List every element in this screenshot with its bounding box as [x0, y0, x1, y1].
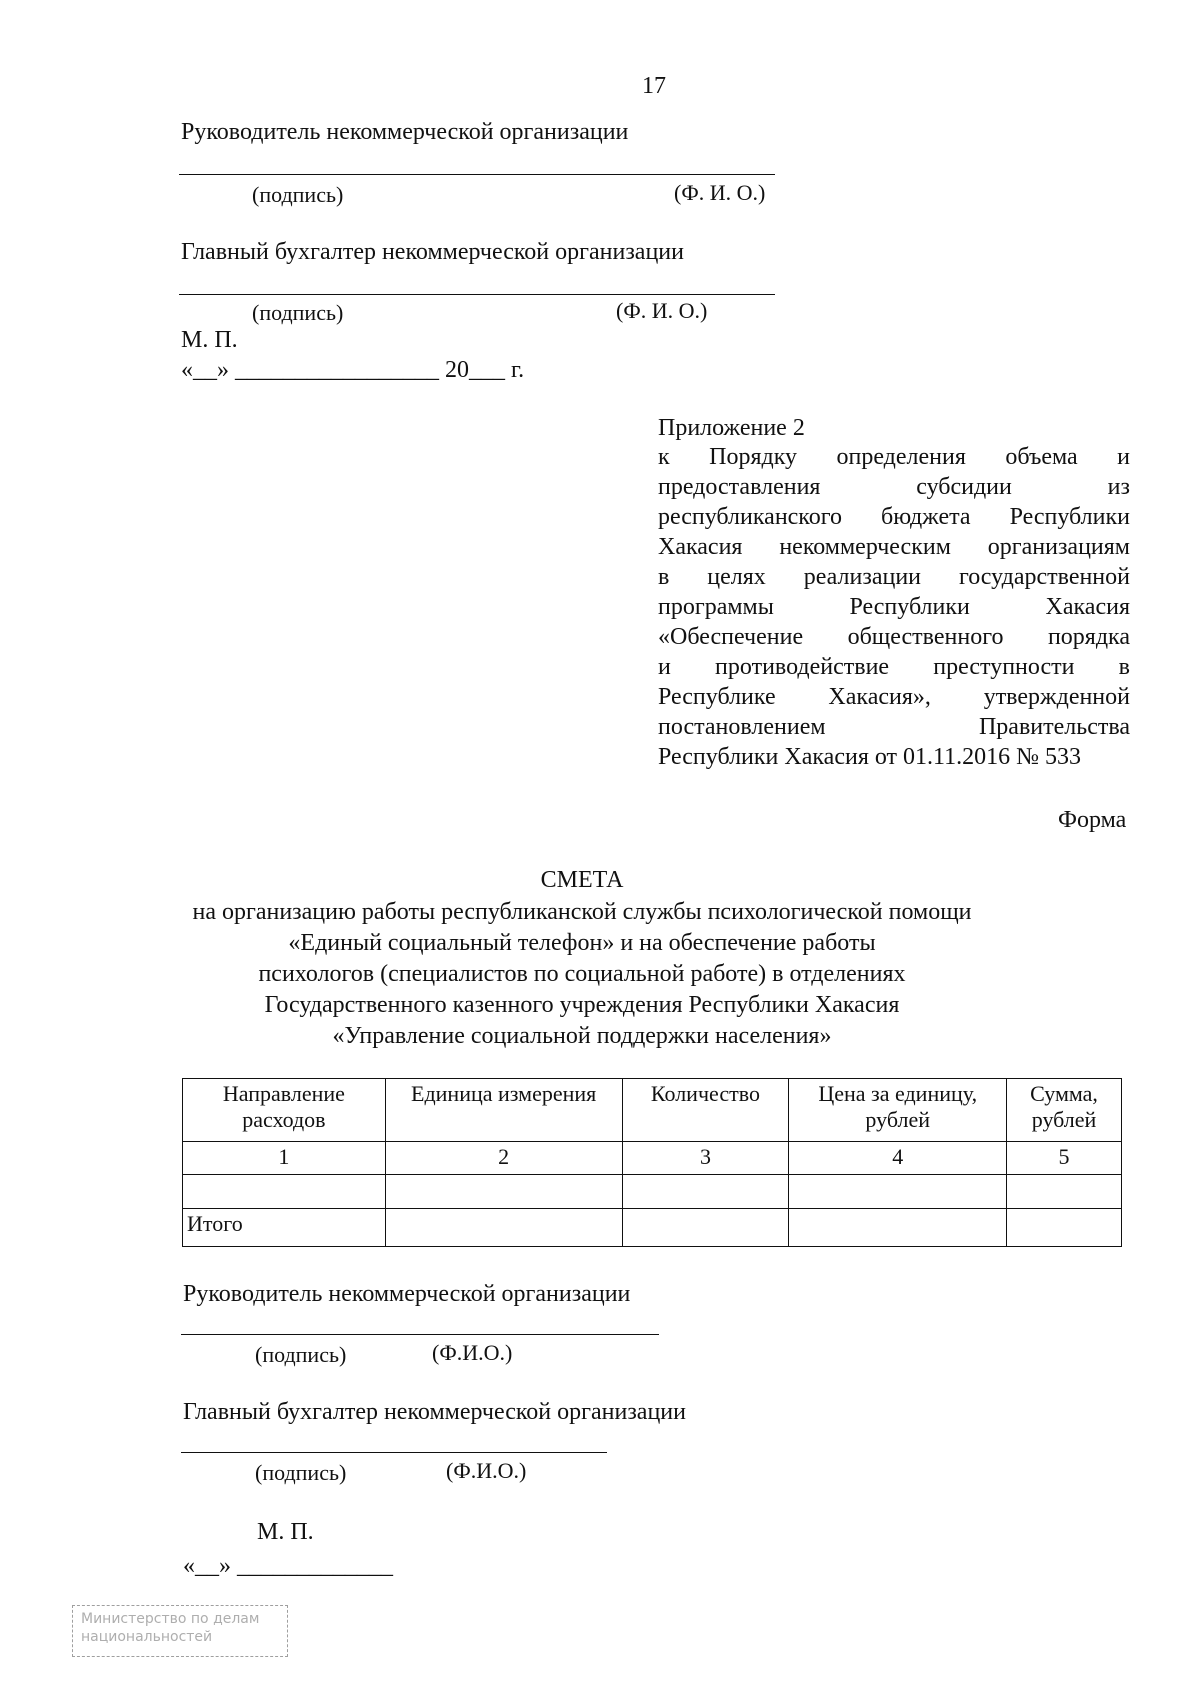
- appendix-line: «Обеспечение общественного порядка: [658, 624, 1130, 650]
- document-title: СМЕТА: [540, 867, 624, 893]
- registration-stamp: [72, 1605, 288, 1657]
- accountant-label: Главный бухгалтер некоммерческой организации: [181, 239, 684, 265]
- table-cell: [385, 1175, 622, 1209]
- table-cell: 1: [183, 1142, 386, 1175]
- sign-label: (подпись): [252, 300, 344, 325]
- signature-line: [179, 174, 775, 175]
- stamp-place-label: М. П.: [257, 1519, 314, 1545]
- stamp-place-label: М. П.: [181, 327, 238, 353]
- fio-label: (Ф. И. О.): [616, 298, 708, 323]
- appendix-title: Приложение 2: [658, 415, 805, 441]
- table-header-cell: Сумма, рублей: [1007, 1079, 1122, 1142]
- form-label: Форма: [1058, 807, 1127, 833]
- table-header-cell: Направление расходов: [183, 1079, 386, 1142]
- table-cell: 4: [789, 1142, 1007, 1175]
- signature-line: [181, 1334, 659, 1335]
- date-line: «__» _________________ 20___ г.: [181, 357, 525, 383]
- table-number-row: [183, 1142, 1122, 1175]
- table-header-row: [183, 1079, 1122, 1142]
- table-cell: [1007, 1209, 1122, 1247]
- date-line: «__» _____________: [183, 1553, 393, 1579]
- sign-label: (подпись): [255, 1460, 347, 1485]
- table-cell: [789, 1175, 1007, 1209]
- sign-label: (подпись): [255, 1342, 347, 1367]
- heading-line: Государственного казенного учреждения Республики Хакасия: [264, 992, 900, 1018]
- stamp-text: Министерство по делам: [81, 1611, 260, 1627]
- table-row: [183, 1175, 1122, 1209]
- appendix-line: Республики Хакасия от 01.11.2016 № 533: [658, 744, 1082, 770]
- table-header-cell: Единица измерения: [385, 1079, 622, 1142]
- sign-label: (подпись): [252, 182, 344, 207]
- appendix-line: программы Республики Хакасия: [658, 594, 1130, 620]
- heading-line: на организацию работы республиканской службы психологической помощи: [192, 899, 972, 925]
- appendix-line: в целях реализации государственной: [658, 564, 1130, 590]
- appendix-line: Хакасия некоммерческим организациям: [658, 534, 1130, 560]
- signature-line: [181, 1452, 607, 1453]
- table-cell: [1007, 1175, 1122, 1209]
- table-total-label: Итого: [183, 1209, 386, 1247]
- table-header-cell: Цена за единицу, рублей: [789, 1079, 1007, 1142]
- table-cell: [385, 1209, 622, 1247]
- table-cell: 5: [1007, 1142, 1122, 1175]
- table-cell: [622, 1209, 789, 1247]
- appendix-line: предоставления субсидии из: [658, 474, 1130, 500]
- fio-label: (Ф.И.О.): [446, 1458, 527, 1483]
- heading-line: психологов (специалистов по социальной работе) в отделениях: [258, 961, 906, 987]
- page-number: 17: [642, 73, 666, 99]
- table-cell: [789, 1209, 1007, 1247]
- appendix-line: постановлением Правительства: [658, 714, 1130, 740]
- table-total-row: [183, 1209, 1122, 1247]
- heading-line: «Единый социальный телефон» и на обеспечение работы: [288, 930, 876, 956]
- fio-label: (Ф. И. О.): [674, 180, 766, 205]
- fio-label: (Ф.И.О.): [432, 1340, 513, 1365]
- signature-line: [179, 294, 775, 295]
- appendix-line: Республике Хакасия», утвержденной: [658, 684, 1130, 710]
- table-cell: [183, 1175, 386, 1209]
- table-header-cell: Количество: [622, 1079, 789, 1142]
- appendix-text: [658, 442, 1130, 772]
- heading-line: «Управление социальной поддержки населения»: [332, 1023, 832, 1049]
- appendix-line: и противодействие преступности в: [658, 654, 1130, 680]
- table-cell: 2: [385, 1142, 622, 1175]
- appendix-line: республиканского бюджета Республики: [658, 504, 1130, 530]
- accountant-label: Главный бухгалтер некоммерческой организации: [183, 1399, 686, 1425]
- table-cell: 3: [622, 1142, 789, 1175]
- table-cell: [622, 1175, 789, 1209]
- stamp-text: национальностей: [81, 1629, 213, 1645]
- head-label: Руководитель некоммерческой организации: [181, 119, 629, 145]
- appendix-line: к Порядку определения объема и: [658, 444, 1130, 470]
- estimate-table: [182, 1078, 1122, 1247]
- head-label: Руководитель некоммерческой организации: [183, 1281, 631, 1307]
